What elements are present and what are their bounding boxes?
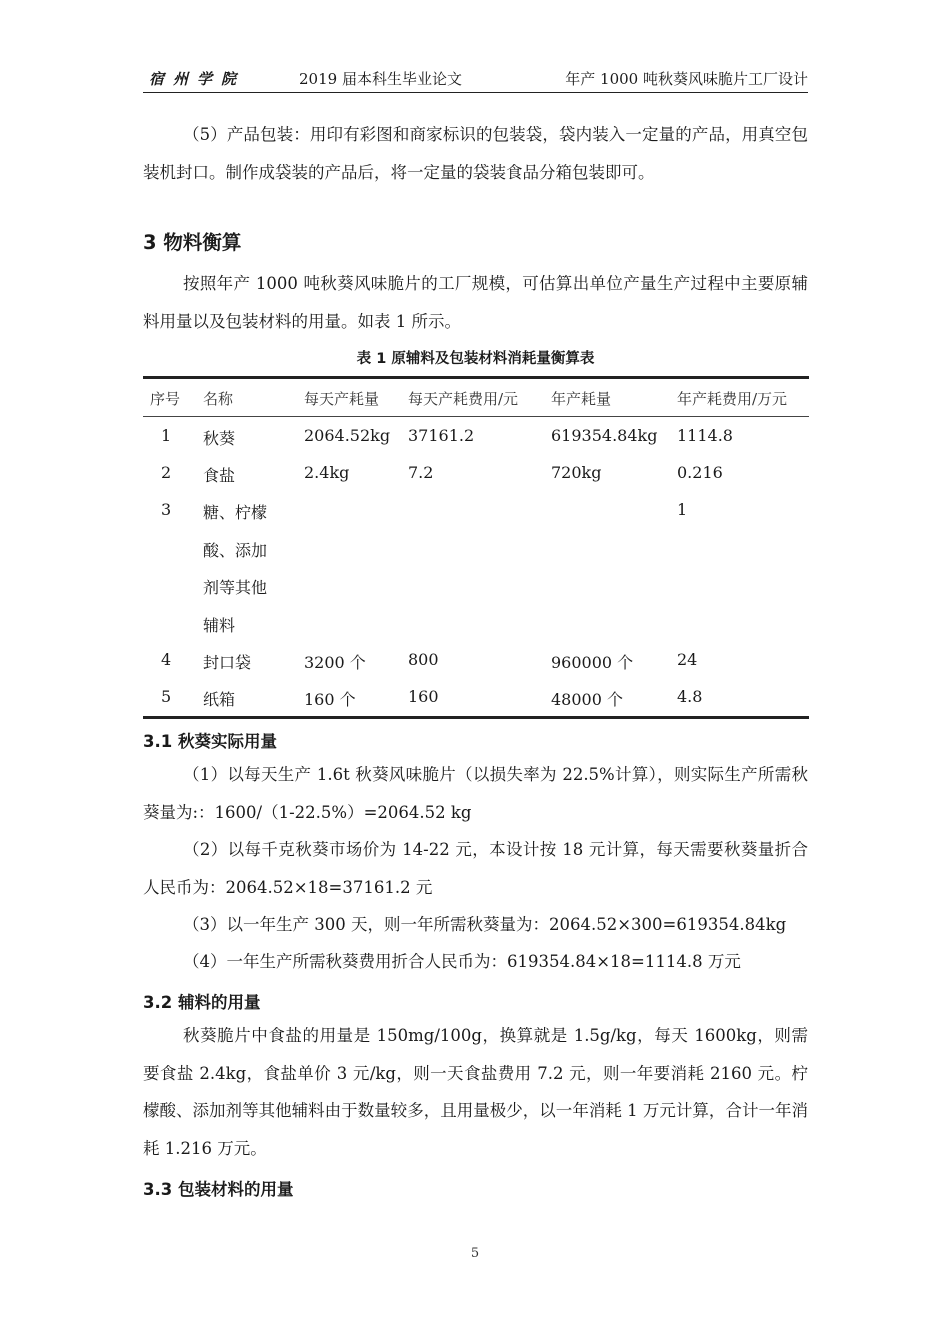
cell-daily-qty: 3200 个 xyxy=(304,653,366,672)
column-header: 每天产耗量 xyxy=(304,390,380,408)
cell-daily-qty: 2064.52kg xyxy=(304,426,391,445)
cell-name: 纸箱 xyxy=(203,690,236,709)
table-header-row xyxy=(143,388,809,425)
section-3-1-item: （1）以每天生产 1.6t 秋葵风味脆片（以损失率为 22.5%计算），则实际生产所需秋葵量为:：1600/（1-22.5%）=2064.52 kg xyxy=(143,765,808,822)
cell-daily-qty: 160 个 xyxy=(304,690,356,709)
table-header-rule xyxy=(143,416,809,417)
cell-name: 食盐 xyxy=(203,466,236,485)
cell-annual-cost: 24 xyxy=(677,650,698,669)
paper-title: 年产 1000 吨秋葵风味脆片工厂设计 xyxy=(565,70,808,88)
section-3-paragraph: 按照年产 1000 吨秋葵风味脆片的工厂规模，可估算出单位产量生产过程中主要原辅料用量以及包装材料的用量。如表 1 所示。 xyxy=(143,274,808,331)
cell-name-line: 糖、柠檬 xyxy=(203,503,268,522)
column-header: 年产耗费用/万元 xyxy=(677,390,788,408)
column-header: 每天产耗费用/元 xyxy=(408,390,519,408)
cell-annual-qty: 720kg xyxy=(551,463,602,482)
table-caption: 表 1 原辅料及包装材料消耗量衡算表 xyxy=(356,351,595,367)
page-number: 5 xyxy=(470,1246,480,1261)
table-row xyxy=(143,463,809,500)
cell-name: 秋葵 xyxy=(203,429,236,448)
table-row xyxy=(143,500,809,650)
cell-name: 封口袋 xyxy=(203,653,252,672)
cell-daily-qty: 2.4kg xyxy=(304,463,350,482)
cell-name-line: 酸、添加 xyxy=(203,540,268,560)
running-header xyxy=(143,66,808,93)
cell-daily-cost: 7.2 xyxy=(408,463,434,482)
cell-annual-cost: 0.216 xyxy=(677,463,723,482)
cell-annual-qty: 960000 个 xyxy=(551,653,634,672)
cell-no: 3 xyxy=(161,500,172,519)
table-row xyxy=(143,426,809,463)
section-3-1-item: （3）以一年生产 300 天，则一年所需秋葵量为：2064.52×300=619354.84kg xyxy=(183,915,787,934)
section-3-1-item: （4）一年生产所需秋葵费用折合人民币为：619354.84×18=1114.8 万元 xyxy=(183,952,741,971)
cell-annual-cost: 1 xyxy=(677,500,688,519)
cell-daily-cost: 160 xyxy=(408,687,439,706)
section-3-1-item: （2）以每千克秋葵市场价为 14-22 元，本设计按 18 元计算，每天需要秋葵量折合人民币为：2064.52×18=37161.2 元 xyxy=(143,840,808,897)
cell-annual-qty: 619354.84kg xyxy=(551,426,658,445)
cell-daily-cost: 37161.2 xyxy=(408,426,475,445)
table-row xyxy=(143,650,809,687)
column-header: 名称 xyxy=(203,390,234,408)
cell-no: 2 xyxy=(161,463,172,482)
section-3-1-heading: 3.1 秋葵实际用量 xyxy=(143,732,277,751)
school-name: 宿州学院 xyxy=(149,70,246,88)
thesis-label: 2019 届本科生毕业论文 xyxy=(299,70,462,88)
section-3-2-paragraph: 秋葵脆片中食盐的用量是 150mg/100g，换算就是 1.5g/kg，每天 1600kg，则需要食盐 2.4kg，食盐单价 3 元/kg，则一天食盐费用 7.2 元，则一年要消耗 2160 元。柠檬酸、添加剂等其他辅料由于数量较多，且用量极少，以一年消耗 1 万元计算，合计一年消耗 1.216 万元。 xyxy=(143,1026,808,1158)
cell-no: 1 xyxy=(161,426,172,445)
cell-daily-cost: 800 xyxy=(408,650,439,669)
cell-name-line: 剂等其他 xyxy=(203,578,268,597)
cell-annual-cost: 4.8 xyxy=(677,687,703,706)
table-top-rule xyxy=(143,376,809,379)
section-3-heading: 3 物料衡算 xyxy=(143,231,242,254)
intro-paragraph: （5）产品包装：用印有彩图和商家标识的包装袋，袋内装入一定量的产品，用真空包装机封口。制作成袋装的产品后，将一定量的袋装食品分箱包装即可。 xyxy=(143,125,808,182)
column-header: 年产耗量 xyxy=(551,390,612,408)
cell-no: 5 xyxy=(161,687,172,706)
cell-annual-qty: 48000 个 xyxy=(551,690,623,709)
table-bottom-rule xyxy=(143,716,809,719)
cell-name-line: 辅料 xyxy=(203,615,236,635)
cell-no: 4 xyxy=(161,650,172,669)
section-3-2-heading: 3.2 辅料的用量 xyxy=(143,993,261,1012)
cell-annual-cost: 1114.8 xyxy=(677,426,733,445)
section-3-3-heading: 3.3 包装材料的用量 xyxy=(143,1180,294,1199)
column-header: 序号 xyxy=(150,390,181,408)
